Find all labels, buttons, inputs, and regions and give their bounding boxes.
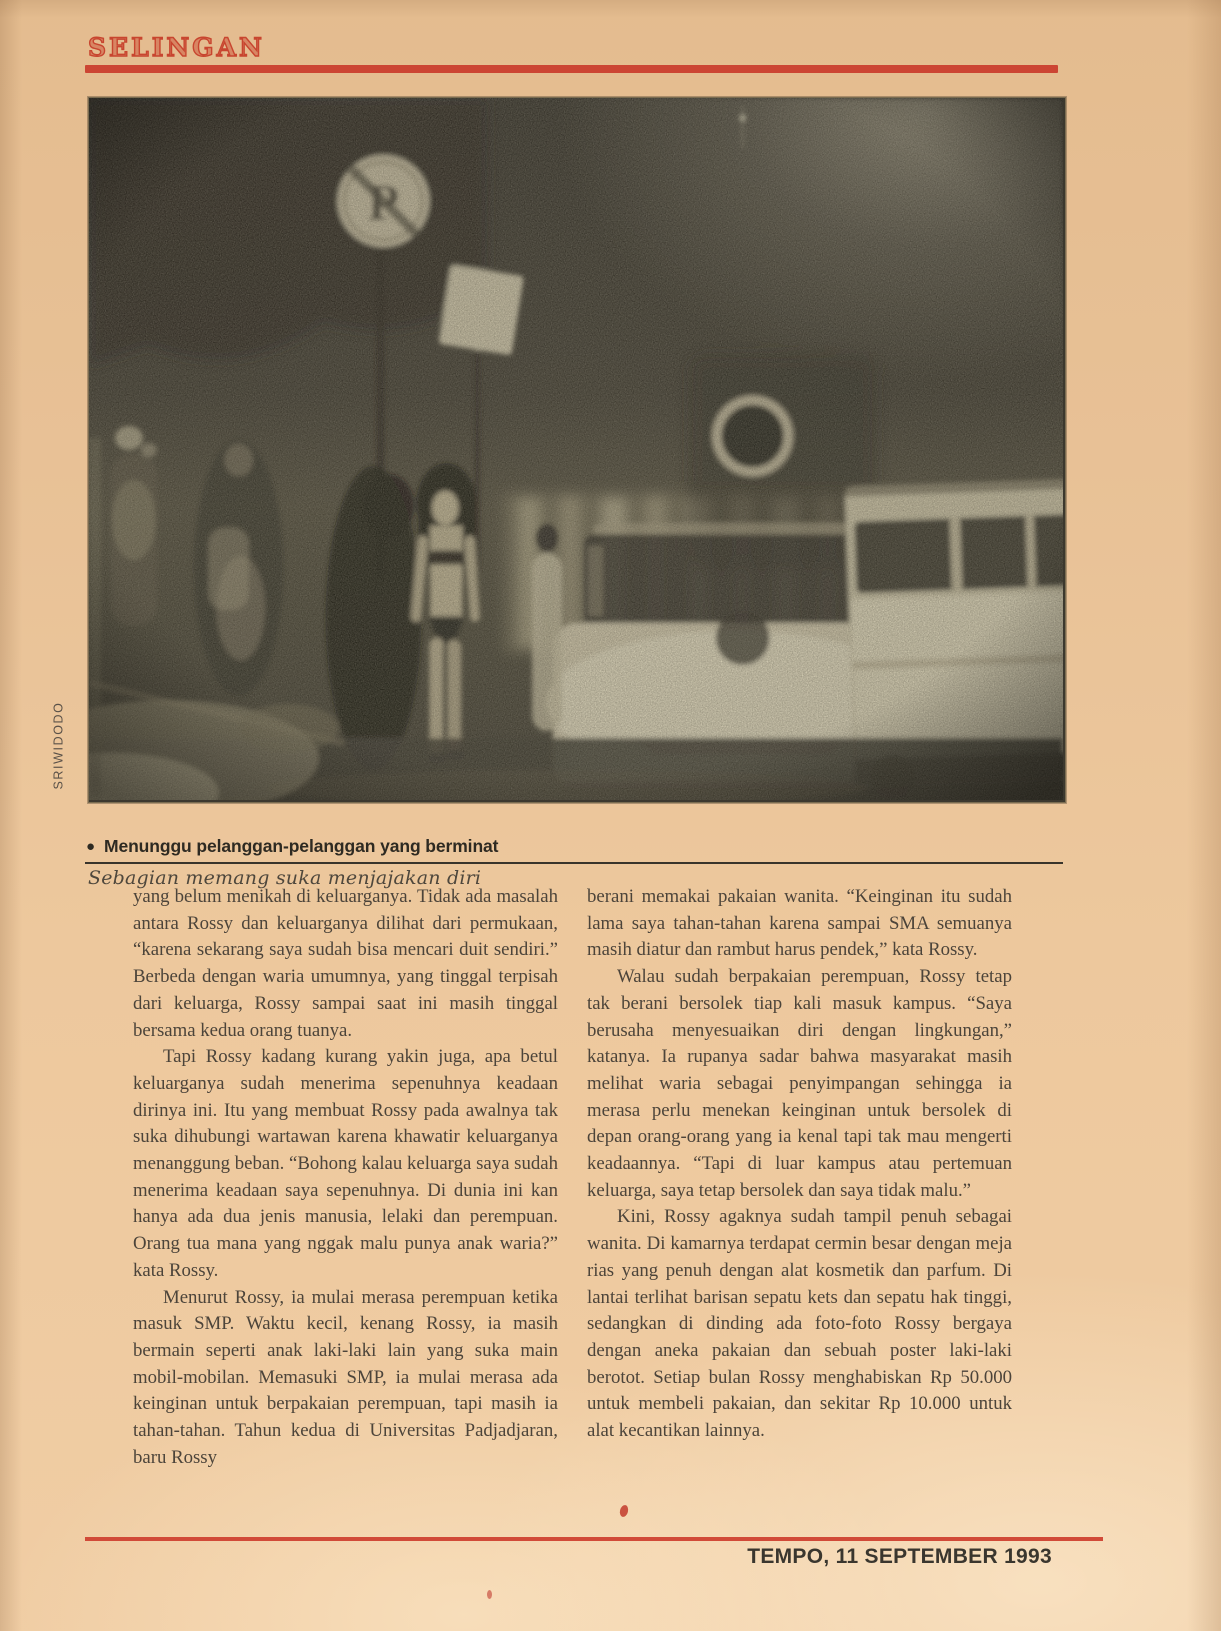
photo-illustration	[89, 98, 1063, 800]
photo-credit: SRIWIDODO	[51, 701, 66, 790]
article-paragraph: Kini, Rossy agaknya sudah tampil penuh sebagai wanita. Di kamarnya terdapat cermin besar dengan meja rias yang penuh dengan alat kosmetik dan parfum. Di lantai terlihat barisan sepatu kets dan sepatu hak tinggi, sedangkan di dinding ada foto-foto Rossy bergaya dengan aneka pakaian dan sebuah poster laki-laki berotot. Setiap bulan Rossy menghabiskan Rp 50.000 untuk membeli pakaian, dan sekitar Rp 10.000 untuk alat kecantikan lainnya.	[587, 1206, 1012, 1442]
footer-magazine-date: TEMPO, 11 SEPTEMBER 1993	[747, 1545, 1052, 1568]
article-paragraph: berani memakai pakaian wanita. “Keinginan itu sudah lama saya tahan-tahan karena sampai SMA semuanya masih diatur dan rambut harus pendek,” kata Rossy.	[587, 886, 1012, 961]
photo-caption-bold	[86, 836, 1062, 857]
article-column-left	[133, 884, 558, 1471]
article-paragraph: yang belum menikah di keluarganya. Tidak ada masalah antara Rossy dan keluarganya dilihat dari permukaan, “karena sekarang saya sudah bisa mencari duit sendiri.” Berbeda dengan waria umumnya, yang tinggal terpisah dari keluarga, Rossy sampai saat ini masih tinggal bersama kedua orang tuanya.	[133, 886, 558, 1041]
header-rule	[85, 65, 1058, 73]
vignette	[89, 98, 1063, 800]
end-of-article-marker	[619, 1504, 630, 1518]
footer-rule	[85, 1537, 1103, 1541]
ink-speck	[487, 1590, 492, 1599]
article-paragraph: Tapi Rossy kadang kurang yakin juga, apa betul keluarganya sudah menerima sepenuhnya keadaan dirinya ini. Itu yang membuat Rossy pada awalnya tak suka dihubungi wartawan karena khawatir keluarganya menanggung beban. “Bohong kalau keluarga saya sudah menerima keadaan saya sepenuhnya. Di dunia ini kan hanya ada dua jenis manusia, lelaki dan perempuan. Orang tua mana yang nggak malu punya anak waria?” kata Rossy.	[133, 1046, 558, 1281]
article-paragraph: Menurut Rossy, ia mulai merasa perempuan ketika masuk SMP. Waktu kecil, kenang Rossy, ia masih bermain seperti anak laki-laki lain yang suka main mobil-mobilan. Memasuki SMP, ia mulai merasa ada keinginan untuk berpakaian perempuan, tapi masih ia tahan-tahan. Tahun kedua di Universitas Padjadjaran, baru Rossy	[133, 1286, 558, 1468]
section-label: SELINGAN	[88, 33, 265, 62]
article-column-right	[587, 884, 1012, 1471]
photo-caption-italic: Sebagian memang suka menjajakan diri	[88, 867, 482, 889]
article-paragraph: Walau sudah berpakaian perempuan, Rossy tetap tak berani bersolek tiap kali masuk kampus. “Saya berusaha menyesuaikan diri dengan lingkungan,” katanya. Ia rupanya sadar bahwa masyarakat masih melihat waria sebagai penyimpangan sehingga ia merasa perlu menekan keinginan untuk bersolek di depan orang-orang yang ia kenal tapi tak mau mengerti keadaannya. “Tapi di luar kampus atau pertemuan keluarga, saya tetap bersolek dan saya tidak malu.”	[587, 966, 1012, 1201]
caption-bold-text: Menunggu pelanggan-pelanggan yang berminat	[103, 836, 499, 856]
caption-bullet-icon: ●	[86, 838, 95, 855]
photo-frame	[88, 97, 1066, 803]
article-body	[133, 884, 1012, 1471]
caption-rule	[85, 862, 1063, 864]
